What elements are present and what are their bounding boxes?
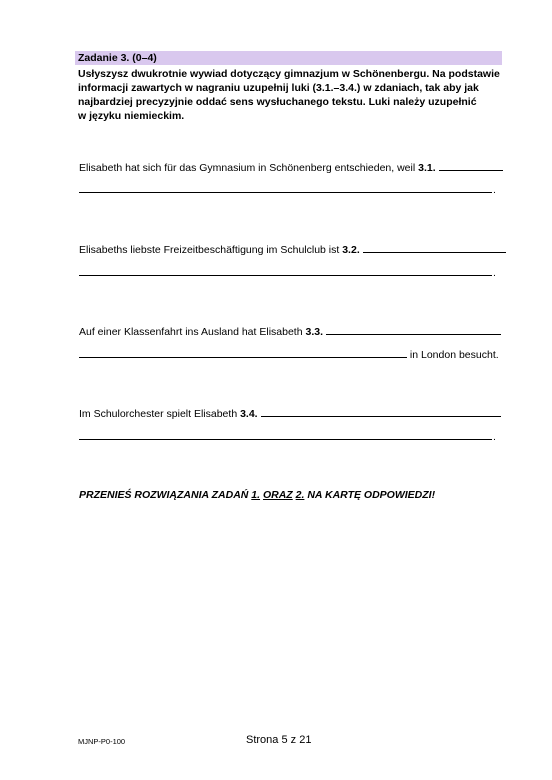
item-3-3-suffix: in London besucht.: [407, 349, 499, 361]
transfer-instruction: PRZENIEŚ ROZWIĄZANIA ZADAŃ 1. ORAZ 2. NA KARTĘ ODPOWIEDZI!: [79, 489, 436, 501]
item-text: Im Schulorchester spielt Elisabeth: [79, 408, 241, 420]
task-instructions: [78, 67, 508, 123]
answer-line-3-4b[interactable]: [79, 439, 492, 440]
item-3-1-end: .: [493, 184, 496, 196]
task-header: Zadanie 3. (0–4): [75, 51, 502, 65]
item-number: 3.4.: [240, 408, 258, 420]
document-code: MJNP-P0-100: [78, 737, 126, 746]
item-3-1-sentence: [79, 160, 503, 175]
item-3-2-sentence: [79, 242, 506, 257]
item-3-3-sentence: [79, 324, 501, 339]
answer-line-3-2b[interactable]: [79, 275, 492, 276]
item-text: Elisabeth hat sich für das Gymnasium in Schönenberg entschieden, weil: [79, 162, 419, 174]
item-3-4-sentence: [79, 406, 501, 421]
item-3-4-end: .: [493, 431, 496, 443]
item-text: Elisabeths liebste Freizeitbeschäftigung im Schulclub ist: [79, 244, 343, 256]
item-text: Auf einer Klassenfahrt ins Ausland hat Elisabeth: [79, 326, 306, 338]
instruction-line: najbardziej precyzyjnie oddać sens wysłuchanego tekstu. Luki należy uzupełnić: [78, 96, 477, 108]
answer-gap-3-2[interactable]: [363, 242, 506, 253]
item-number: 3.3.: [305, 326, 323, 338]
item-3-2-end: .: [493, 267, 496, 279]
item-number: 3.1.: [418, 162, 436, 174]
answer-gap-3-3b[interactable]: [79, 347, 407, 358]
answer-gap-3-3[interactable]: [326, 324, 501, 335]
page-number: Strona 5 z 21: [246, 734, 312, 746]
item-3-3-line2: [79, 347, 499, 362]
instruction-line: w języku niemieckim.: [78, 110, 185, 122]
answer-gap-3-1[interactable]: [439, 160, 503, 171]
item-number: 3.2.: [342, 244, 360, 256]
instruction-line: Usłyszysz dwukrotnie wywiad dotyczący gimnazjum w Schönenbergu. Na podstawie: [78, 68, 500, 80]
instruction-line: informacji zawartych w nagraniu uzupełnij luki (3.1.–3.4.) w zdaniach, tak aby jak: [78, 82, 479, 94]
answer-gap-3-4[interactable]: [261, 406, 501, 417]
answer-line-3-1b[interactable]: [79, 192, 492, 193]
